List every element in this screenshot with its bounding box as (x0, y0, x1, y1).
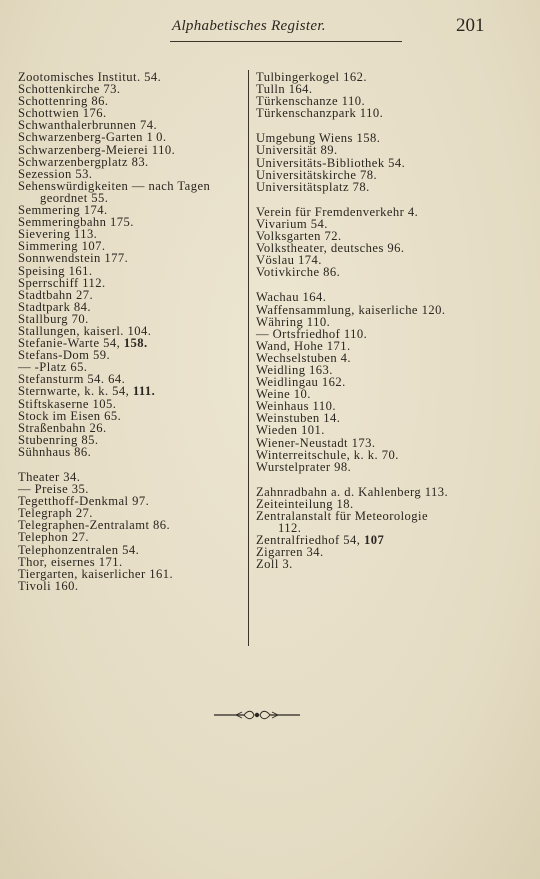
index-entry-text: Stefans-Dom 59. (18, 348, 111, 363)
index-entry-main-page: 158. (123, 336, 148, 351)
index-entry-text: Sternwarte, k. k. 54, (18, 384, 133, 399)
index-entry-text: Wurstelprater 98. (256, 459, 352, 474)
index-entry-text: Stadtbahn 27. (18, 287, 94, 302)
index-entry (256, 266, 488, 278)
index-entry-text: Semmeringbahn 175. (18, 215, 134, 230)
index-entry-text: 112. (278, 521, 302, 536)
index-entry-text: Sievering 113. (18, 227, 98, 242)
running-head (0, 14, 540, 40)
index-entry (256, 181, 488, 193)
end-ornament-icon (214, 708, 300, 722)
index-entry-text: Zahnradbahn a. d. Kahlenberg 113. (256, 484, 449, 499)
index-entry-text: Wand, Hohe 171. (256, 338, 351, 353)
index-entry-text: Wieden 101. (256, 423, 325, 438)
index-entry (18, 580, 244, 592)
index-entry-text: Zentralfriedhof 54, (256, 533, 364, 548)
index-entry-text: Semmering 174. (18, 203, 108, 218)
index-entry-text: Vivarium 54. (256, 216, 328, 231)
index-entry-text: Stubenring 85. (18, 432, 99, 447)
index-entry-text: Stiftskaserne 105. (18, 396, 117, 411)
index-entry-text: Telephonzentralen 54. (18, 542, 140, 557)
index-entry-text: Simmering 107. (18, 239, 106, 254)
index-entry-text: Telegraphen-Zentralamt 86. (18, 518, 171, 533)
index-entry-text: Schottwien 176. (18, 106, 107, 121)
index-entry-text: Volksgarten 72. (256, 229, 342, 244)
index-entry-text: Universitätskirche 78. (256, 167, 378, 182)
index-entry-text: Universität 89. (256, 143, 338, 158)
index-entry-text: Theater 34. (18, 470, 81, 484)
index-entry-text: Türkenschanzpark 110. (256, 106, 384, 121)
index-entry-text: Weinstuben 14. (256, 411, 341, 426)
index-entry-text: — Ortsfriedhof 110. (256, 326, 368, 341)
index-entry-text: Tiergarten, kaiserlicher 161. (18, 566, 174, 581)
index-entry-text: geordnet 55. (40, 190, 109, 205)
index-entry-text: Stallburg 70. (18, 311, 89, 326)
index-entry-text: Waffensammlung, kaiserliche 120. (256, 302, 446, 317)
index-entry-text: — Preise 35. (18, 482, 89, 497)
index-entry-text: Weidling 163. (256, 362, 333, 377)
index-entry (18, 446, 244, 458)
index-entry-text: Weine 10. (256, 387, 311, 402)
index-entry-text: Telephon 27. (18, 530, 89, 545)
index-column-left (18, 71, 244, 592)
index-entry-text: Straßenbahn 26. (18, 420, 107, 435)
column-divider (248, 70, 249, 646)
index-entry-text: Umgebung Wiens 158. (256, 131, 381, 146)
index-entry-text: — -Platz 65. (18, 360, 88, 375)
index-entry-text: Votivkirche 86. (256, 265, 341, 280)
index-entry-text: Schottenkirche 73. (18, 82, 121, 97)
index-entry-text: Währing 110. (256, 314, 331, 329)
running-title: Alphabetisches Register. (172, 18, 326, 34)
index-entry-text: Sonnwendstein 177. (18, 251, 129, 266)
index-entry-text: Stefanie-Warte 54, (18, 336, 124, 351)
index-entry (256, 107, 488, 119)
index-entry-text: Türkenschanze 110. (256, 94, 366, 109)
index-entry-text: Volkstheater, deutsches 96. (256, 241, 405, 256)
index-entry-text: Schwarzenberg-Meierei 110. (18, 142, 176, 157)
index-entry-text: Winterreitschule, k. k. 70. (256, 447, 399, 462)
index-entry-text: Tegetthoff-Denkmal 97. (18, 494, 150, 509)
index-entry-text: Tulln 164. (256, 82, 313, 97)
index-entry-text: Sperrschiff 112. (18, 275, 106, 290)
index-entry-text: Thor, eisernes 171. (18, 554, 123, 569)
index-entry-text: Stadtpark 84. (18, 299, 92, 314)
header-rule (170, 41, 402, 42)
index-entry-text: Zigarren 34. (256, 545, 324, 560)
index-entry (256, 558, 488, 570)
index-entry-text: Sezession 53. (18, 166, 93, 181)
index-entry-text: Speising 161. (18, 263, 93, 278)
index-entry-text: Stefansturm 54. 64. (18, 372, 126, 387)
index-entry-text: Schwarzenberg-Garten 1 0. (18, 130, 167, 145)
index-entry-text: Zeiteinteilung 18. (256, 496, 354, 511)
index-entry-text: Schottenring 86. (18, 94, 109, 109)
index-entry-text: Zootomisches Institut. 54. (18, 70, 162, 84)
index-entry-text: Sühnhaus 86. (18, 444, 92, 459)
index-entry-text: Stock im Eisen 65. (18, 408, 122, 423)
index-entry-text: Universitätsplatz 78. (256, 179, 370, 194)
index-entry-text: Weidlingau 162. (256, 375, 346, 390)
index-entry (256, 461, 488, 473)
index-entry-text: Tivoli 160. (18, 578, 79, 593)
index-entry-text: Zentralanstalt für Meteorologie (256, 509, 429, 523)
index-entry-text: Telegraph 27. (18, 506, 93, 521)
index-entry-text: Wachau 164. (256, 290, 327, 305)
index-entry-main-page: 107 (363, 533, 385, 548)
index-entry-text: Universitäts-Bibliothek 54. (256, 155, 406, 170)
index-entry-text: Sehenswürdigkeiten — nach Tagen (18, 178, 211, 193)
index-entry-text: Verein für Fremdenverkehr 4. (256, 204, 419, 219)
index-entry-text: Schwanthalerbrunnen 74. (18, 118, 158, 133)
index-entry-text: Vöslau 174. (256, 253, 322, 268)
index-column-right (256, 71, 488, 570)
index-entry-text: Wiener-Neustadt 173. (256, 435, 376, 450)
index-entry-text: Stallungen, kaiserl. 104. (18, 323, 152, 338)
index-entry-text: Wechselstuben 4. (256, 350, 352, 365)
index-entry-text: Tulbingerkogel 162. (256, 70, 367, 84)
index-entry-text: Zoll 3. (256, 557, 293, 572)
index-entry-text: Schwarzenbergplatz 83. (18, 154, 149, 169)
index-entry-text: Weinhaus 110. (256, 399, 336, 414)
page-number: 201 (456, 15, 485, 36)
index-entry-main-page: 111. (132, 384, 156, 399)
